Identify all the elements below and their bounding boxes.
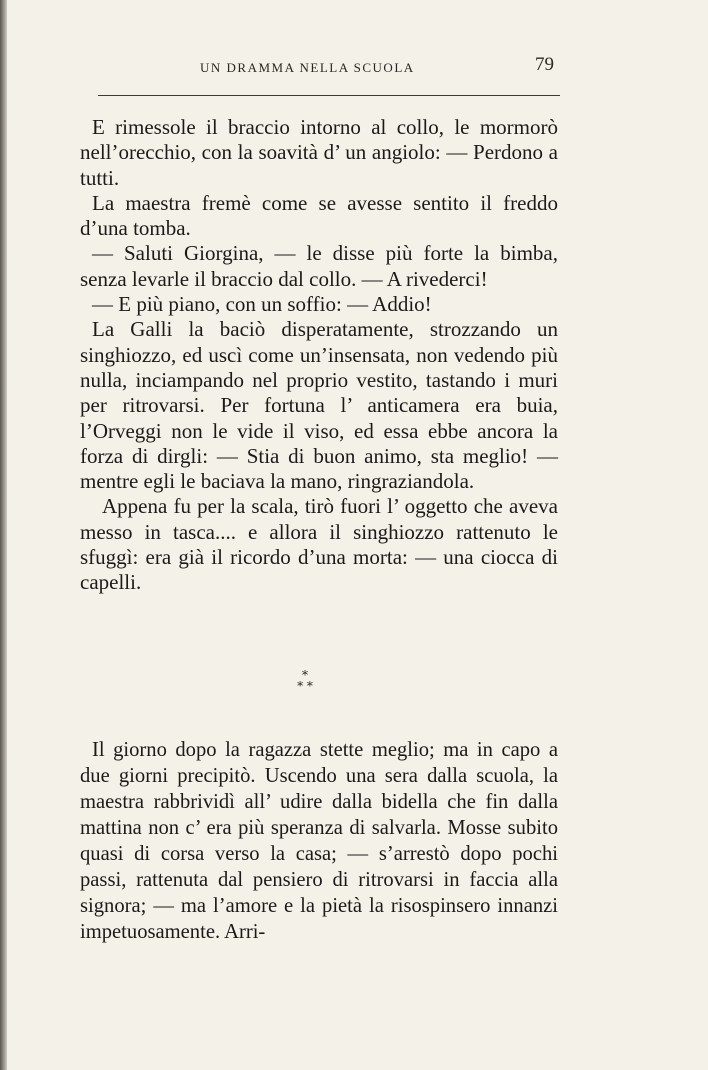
paragraph: Il giorno dopo la ragazza stette meglio; ma in capo a due giorni precipitò. Uscendo una sera dalla scuola, la maestra rabbrividì all’ udire dalla bidella che fin dalla mattina non c’ era più speranza di salvarla. Mosse subito quasi di corsa verso la casa; — s’arrestò dopo pochi passi, rattenuta dal pensiero di ritrovarsi in faccia alla signora; — ma l’amore e la pietà la risospinsero innanzi impetuosamente. Arri- <box>80 739 558 943</box>
running-header <box>96 54 560 80</box>
page-edge-shadow <box>0 0 7 1070</box>
paragraph: La maestra fremè come se avesse sentito il freddo d’una tomba. <box>80 190 558 241</box>
paragraph: Appena fu per la scala, tirò fuori l’ oggetto che aveva messo in tasca.... e allora il singhiozzo rattenuto le sfuggì: era già il ricordo d’una morta: — una ciocca di capelli. <box>80 494 558 595</box>
text-block-upper <box>80 115 558 596</box>
section-asterism <box>290 670 320 692</box>
header-rule <box>98 95 560 96</box>
asterism-top: * <box>302 668 308 682</box>
page-number: 79 <box>535 54 554 75</box>
paragraph: La Galli la baciò disperatamente, strozzando un singhiozzo, ed uscì come un’insensata, non vedendo più nulla, inciampando nel proprio vestito, tastando i muri per ritrovarsi. Per fortuna l’ anticamera era buia, l’Orveggi non le vide il viso, ed essa ebbe ancora la forza di dirgli: — Stia di buon animo, sta meglio! — mentre egli le baciava la mano, ringraziandola. <box>80 317 558 494</box>
running-title: UN DRAMMA NELLA SCUOLA <box>200 60 415 75</box>
paragraph: E rimessole il braccio intorno al collo, le mormorò nell’orecchio, con la soavità d’ un angiolo: — Perdono a tutti. <box>80 115 558 190</box>
paragraph: — Saluti Giorgina, — le disse più forte la bimba, senza levarle il braccio dal collo. — A rivederci! <box>80 241 558 291</box>
text-block-lower <box>80 737 558 945</box>
paragraph: — E più piano, con un soffio: — Addio! <box>92 292 432 317</box>
asterism-bottom: * * <box>297 679 313 693</box>
